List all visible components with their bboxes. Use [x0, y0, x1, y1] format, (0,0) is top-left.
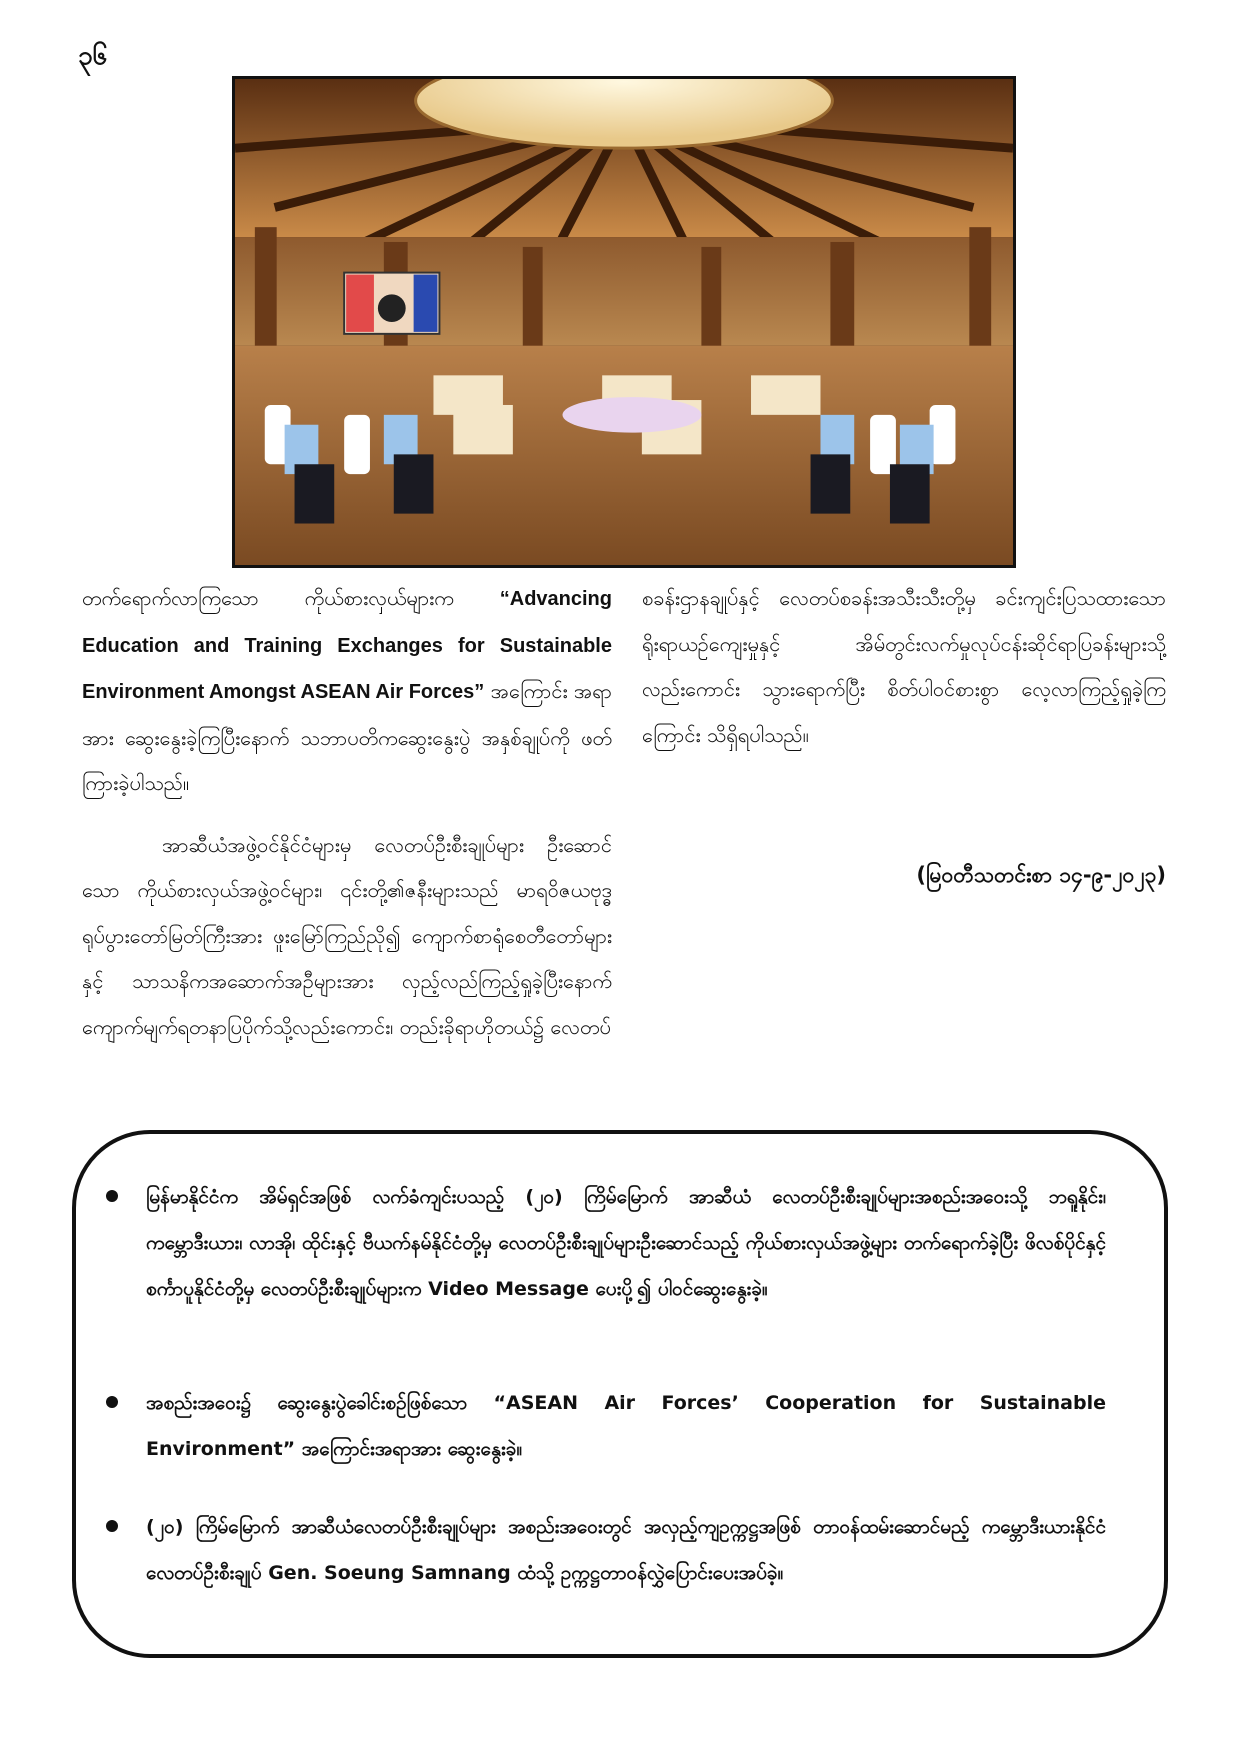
page-number: ၃၆ [78, 41, 108, 71]
discussion-theme: “Advancing Education and Training Exchanges for Sustainable Environment Amongst ASEAN Air Forces” [82, 588, 612, 703]
paragraph-1-after: အကြောင်း အရာအား ဆွေးနွေးခဲ့ကြပြီးနောက် သဘာပတိကဆွေးနွေးပွဲ အနှစ်ချုပ်ကို ဖတ်ကြားခဲ့ပါသည်။ [82, 679, 612, 795]
summary-item-text: အစည်းအဝေး၌ ဆွေးနွေးပွဲခေါင်းစဉ်ဖြစ်သော “ASEAN Air Forces’ Cooperation for Sustainable Environment” အကြောင်းအရာအား ဆွေးနွေးခဲ့။ [146, 1392, 1106, 1460]
summary-box [72, 1130, 1168, 1658]
article-left-column [82, 576, 612, 1050]
bullet-icon [106, 1520, 118, 1532]
summary-item [146, 1380, 1106, 1472]
bullet-icon [106, 1190, 118, 1202]
article-paragraph-1 [82, 576, 612, 807]
paragraph-1-before: တက်ရောက်လာကြသော ကိုယ်စားလှယ်များက [82, 586, 500, 610]
article-right-column [642, 576, 1166, 758]
source-citation: (မြဝတီသတင်းစာ ၁၄-၉-၂၀၂၃) [916, 863, 1166, 887]
summary-item [146, 1504, 1106, 1596]
article-paragraph-2: အာဆီယံအဖွဲ့ဝင်နိုင်ငံများမှ လေတပ်ဦးစီးချုပ်များ ဦးဆောင်သော ကိုယ်စားလှယ်အဖွဲ့ဝင်များ၊ ၎င်းတို့၏ဇနီးများသည် မာရဝိဇယဗုဒ္ဓရုပ်ပွားတော်မြတ်ကြီးအား ဖူးမြော်ကြည်ညို၍ ကျောက်စာရုံစေတီတော်များနှင့် သာသနိကအဆောက်အဦများအား လှည့်လည်ကြည့်ရှုခဲ့ပြီးနောက် ကျောက်မျက်ရတနာပြပိုက်သို့လည်းကောင်း၊ တည်းခိုရာဟိုတယ်၌ လေတပ် [82, 832, 612, 1039]
conference-hall-photo-icon [235, 79, 1013, 565]
summary-item-text: (၂၀) ကြိမ်မြောက် အာဆီယံလေတပ်ဦးစီးချုပ်များ အစည်းအဝေးတွင် အလှည့်ကျဥက္ကဋ္ဌအဖြစ် တာဝန်ထမ်းဆောင်မည့် ကမ္ဘောဒီးယားနိုင်ငံလေတပ်ဦးစီးချုပ် Gen. Soeung Samnang ထံသို့ ဥက္ကဋ္ဌတာဝန်လွှဲပြောင်းပေးအပ်ခဲ့။ [146, 1516, 1106, 1584]
summary-item [146, 1174, 1106, 1312]
conference-hall-photo [232, 76, 1016, 568]
article-paragraph-3: စခန်းဌာနချုပ်နှင့် လေတပ်စခန်းအသီးသီးတို့မှ ခင်းကျင်းပြသထားသော ရိုးရာယဉ်ကျေးမှုနှင့် အိမ်တွင်းလက်မှုလုပ်ငန်းဆိုင်ရာပြခန်းများသို့လည်းကောင်း သွားရောက်ပြီး စိတ်ပါဝင်စားစွာ လေ့လာကြည့်ရှုခဲ့ကြကြောင်း သိရှိရပါသည်။ [642, 586, 1166, 747]
summary-item-text: မြန်မာနိုင်ငံက အိမ်ရှင်အဖြစ် လက်ခံကျင်းပသည့် (၂၀) ကြိမ်မြောက် အာဆီယံ လေတပ်ဦးစီးချုပ်များအစည်းအဝေးသို့ ဘရူနိုင်း၊ ကမ္ဘောဒီးယား၊ လာအို၊ ထိုင်းနှင့် ဗီယက်နမ်နိုင်ငံတို့မှ လေတပ်ဦးစီးချုပ်များဦးဆောင်သည့် ကိုယ်စားလှယ်အဖွဲ့များ တက်ရောက်ခဲ့ပြီး ဖိလစ်ပိုင်နှင့် စင်္ကာပူနိုင်ငံတို့မှ လေတပ်ဦးစီးချုပ်များက Video Message ပေးပို့၍ ပါဝင်ဆွေးနွေးခဲ့။ [146, 1186, 1106, 1300]
bullet-icon [106, 1396, 118, 1408]
